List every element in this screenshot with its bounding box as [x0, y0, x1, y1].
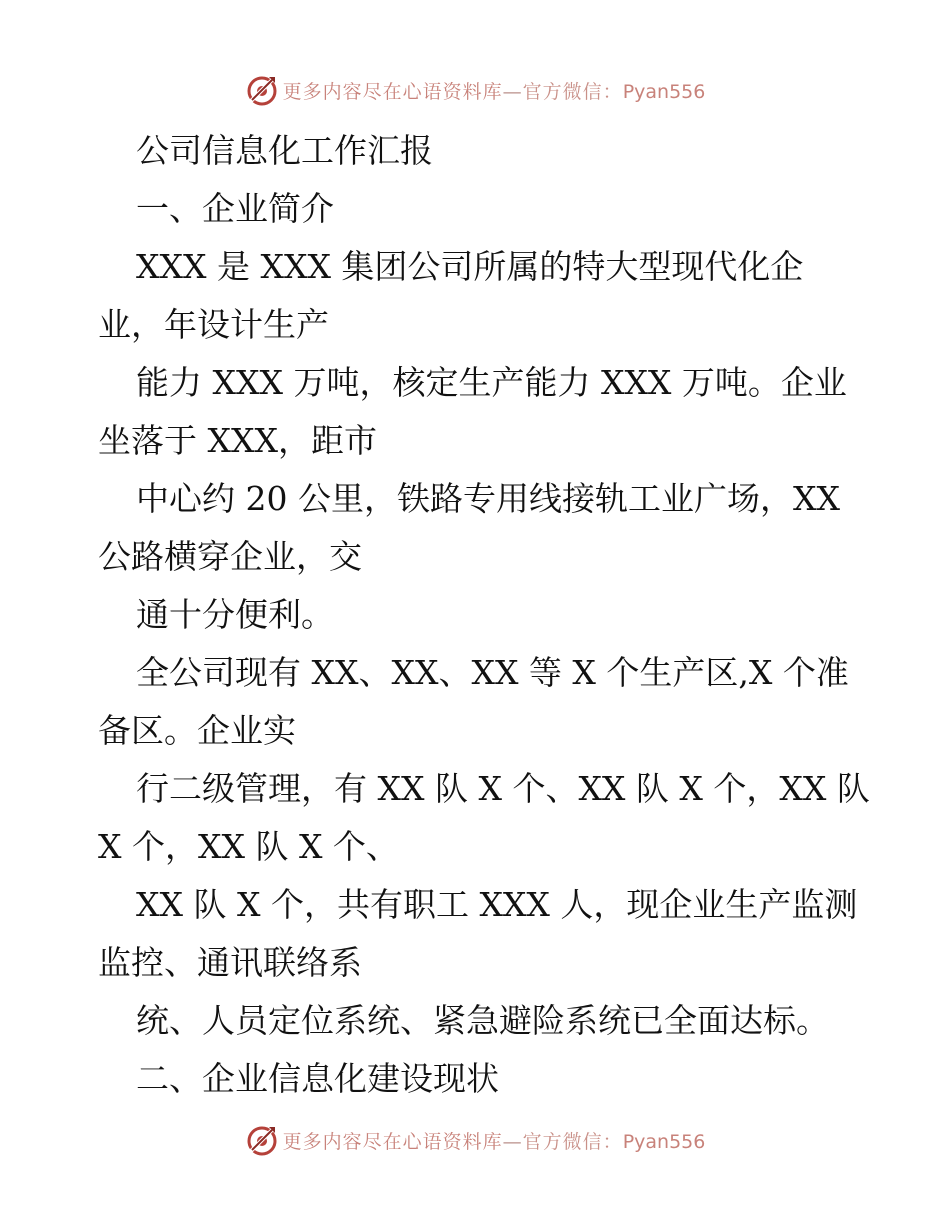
paragraph-line: 行二级管理，有 XX 队 X 个、XX 队 X 个，XX 队 [136, 769, 870, 808]
header-banner-main: 更多内容尽在心语资料库 [282, 80, 503, 103]
paragraph-line: 坐落于 XXX，距市 [98, 421, 377, 460]
paragraph-line: XXX 是 XXX 集团公司所属的特大型现代化企 [136, 247, 804, 286]
section-heading-1: 一、企业简介 [136, 189, 334, 228]
footer-banner-id: Pyan556 [622, 1130, 706, 1153]
footer-banner-dash: — [502, 1130, 523, 1153]
paragraph-line: XX 队 X 个，共有职工 XXX 人，现企业生产监测 [136, 885, 858, 924]
header-banner-id: Pyan556 [622, 80, 706, 103]
paragraph-line: 全公司现有 XX、XX、XX 等 X 个生产区,X 个准 [136, 653, 849, 692]
header-banner [0, 70, 950, 110]
footer-banner-main: 更多内容尽在心语资料库 [282, 1130, 503, 1153]
paragraph-line: 备区。企业实 [98, 711, 296, 750]
logo-icon [245, 73, 279, 107]
document-body [98, 122, 870, 1108]
header-banner-dash: — [502, 80, 523, 103]
paragraph-line: 公路横穿企业，交 [98, 537, 362, 576]
footer-banner-text [283, 1127, 706, 1154]
paragraph-line: 中心约 20 公里，铁路专用线接轨工业广场，XX [136, 479, 840, 518]
paragraph-line: 通十分便利。 [136, 595, 334, 634]
header-banner-wechat: 官方微信： [522, 80, 623, 103]
paragraph-line: 统、人员定位系统、紧急避险系统已全面达标。 [136, 1001, 829, 1040]
paragraph-line: X 个，XX 队 X 个、 [98, 827, 399, 866]
document-title: 公司信息化工作汇报 [136, 131, 433, 170]
footer-banner-wechat: 官方微信： [522, 1130, 623, 1153]
paragraph-line: 监控、通讯联络系 [98, 943, 362, 982]
logo-icon [245, 1123, 279, 1157]
header-banner-text [283, 77, 706, 104]
paragraph-line: 业，年设计生产 [98, 305, 329, 344]
footer-banner [0, 1120, 950, 1160]
section-heading-2: 二、企业信息化建设现状 [136, 1059, 499, 1098]
paragraph-line: 能力 XXX 万吨，核定生产能力 XXX 万吨。企业 [136, 363, 847, 402]
